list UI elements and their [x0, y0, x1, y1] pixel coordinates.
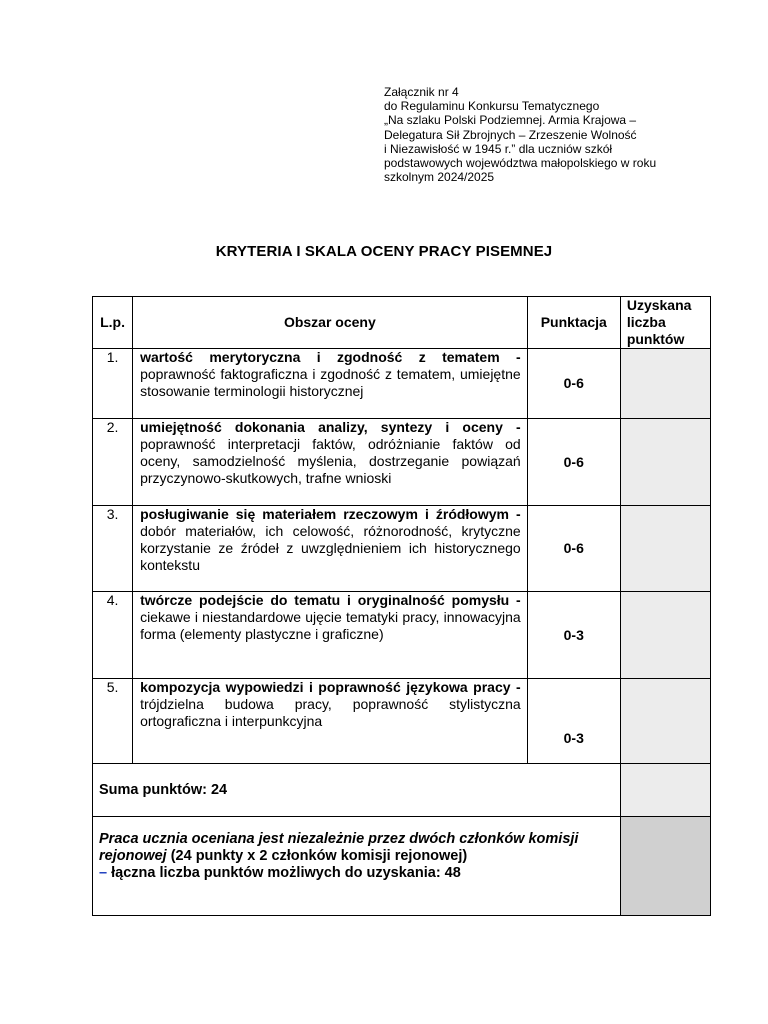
- row-criterion: [133, 679, 528, 764]
- criterion-description: poprawność faktograficzna i zgodność z tematem, umiejętne stosowanie terminologii historycznej: [140, 366, 521, 399]
- row-criterion: [133, 506, 528, 592]
- annex-line: Delegatura Sił Zbrojnych – Zrzeszenie Wolność: [384, 127, 637, 142]
- final-note-dash: –: [99, 865, 108, 881]
- row-points: 0-6: [527, 349, 620, 419]
- row-points: 0-6: [527, 419, 620, 506]
- row-number: 2.: [93, 419, 133, 506]
- criteria-table: [92, 296, 711, 916]
- criterion-title: posługiwanie się materiałem rzeczowym i źródłowym -: [140, 506, 521, 522]
- criterion-description: poprawność interpretacji faktów, odróżnianie faktów od oceny, samodzielność myślenia, dostrzeganie powiązań przyczynowo-skutkowych, trafne wnioski: [140, 436, 521, 486]
- sum-obtained-cell: [620, 764, 710, 817]
- row-obtained-cell: [620, 419, 710, 506]
- annex-line: Załącznik nr 4: [384, 85, 459, 99]
- annex-line: podstawowych województwa małopolskiego w roku: [384, 156, 657, 171]
- criterion-description: dobór materiałów, ich celowość, różnorodność, krytyczne korzystanie ze źródeł z uwzględnieniem ich historycznego kontekstu: [140, 523, 521, 573]
- header-obtained-line: liczba: [626, 314, 666, 330]
- row-obtained-cell: [620, 592, 710, 679]
- criterion-title: kompozycja wypowiedzi i poprawność językowa pracy -: [140, 679, 521, 695]
- header-points: Punktacja: [527, 297, 620, 349]
- criterion-description: ciekawe i niestandardowe ujęcie tematyki pracy, innowacyjna forma (elementy plastyczne i graficzne): [140, 609, 521, 642]
- row-points: 0-3: [527, 592, 620, 679]
- sum-row: [93, 764, 711, 817]
- final-note-total: łączna liczba punktów możliwych do uzyskania: 48: [107, 865, 461, 881]
- criterion-description: trójdzielna budowa pracy, poprawność stylistyczna ortograficzna i interpunkcyjna: [140, 696, 521, 729]
- row-obtained-cell: [620, 506, 710, 592]
- table-row: [93, 419, 711, 506]
- table-row: [93, 679, 711, 764]
- final-row: [93, 817, 711, 916]
- sum-label: Suma punktów: 24: [93, 764, 621, 817]
- row-number: 4.: [93, 592, 133, 679]
- final-obtained-cell: [620, 817, 710, 916]
- row-criterion: [133, 419, 528, 506]
- row-number: 5.: [93, 679, 133, 764]
- criterion-title: wartość merytoryczna i zgodność z tematem -: [140, 349, 521, 365]
- annex-line: „Na szlaku Polski Podziemnej. Armia Krajowa –: [384, 113, 637, 128]
- header-obtained: [620, 297, 710, 349]
- row-number: 1.: [93, 349, 133, 419]
- header-lp: L.p.: [93, 297, 133, 349]
- row-points: 0-3: [527, 679, 620, 764]
- row-obtained-cell: [620, 349, 710, 419]
- row-criterion: [133, 349, 528, 419]
- table-row: [93, 592, 711, 679]
- annex-line: do Regulaminu Konkursu Tematycznego: [384, 99, 600, 114]
- header-area: Obszar oceny: [133, 297, 528, 349]
- final-note-rest: (24 punkty x 2 członków komisji rejonowej): [166, 848, 468, 864]
- annex-line: i Niezawisłość w 1945 r.” dla uczniów szkół: [384, 141, 613, 156]
- criterion-title: twórcze podejście do tematu i oryginalność pomysłu -: [140, 592, 521, 608]
- criterion-title: umiejętność dokonania analizy, syntezy i oceny -: [140, 419, 521, 435]
- row-points: 0-6: [527, 506, 620, 592]
- header-obtained-line: punktów: [626, 331, 685, 347]
- row-criterion: [133, 592, 528, 679]
- final-note-italic: Praca ucznia oceniana jest niezależnie przez dwóch członków komisji rejonowej: [99, 831, 579, 864]
- annex-note: [384, 85, 684, 184]
- annex-line: szkolnym 2024/2025: [384, 170, 495, 185]
- document-title: KRYTERIA I SKALA OCENY PRACY PISEMNEJ: [215, 243, 553, 260]
- header-obtained-line: Uzyskana: [626, 297, 692, 313]
- table-header-row: [93, 297, 711, 349]
- row-number: 3.: [93, 506, 133, 592]
- row-obtained-cell: [620, 679, 710, 764]
- table-row: [93, 349, 711, 419]
- table-row: [93, 506, 711, 592]
- final-note: [93, 817, 621, 916]
